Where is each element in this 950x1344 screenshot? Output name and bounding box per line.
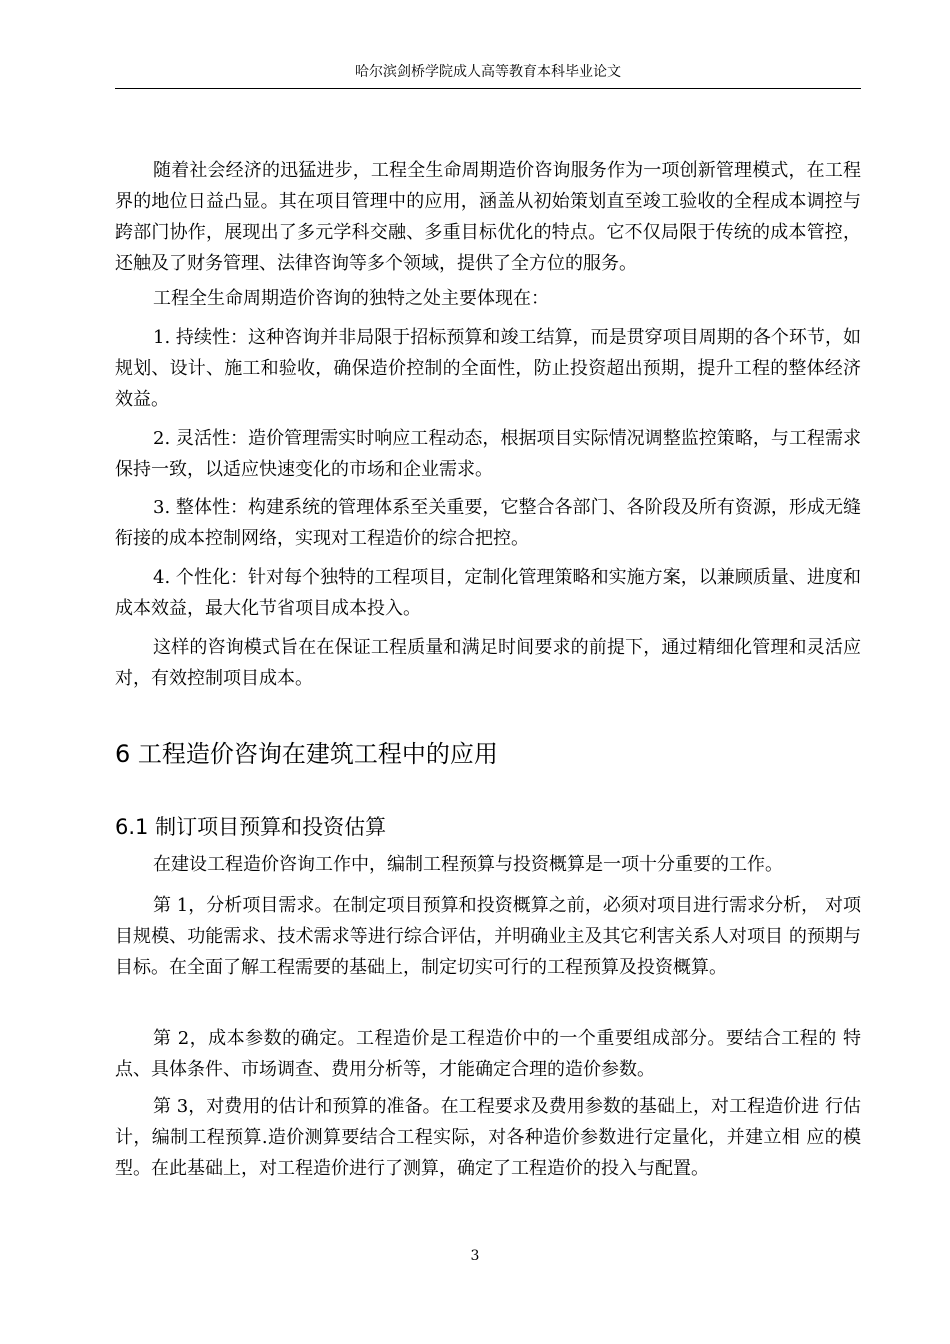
- subsection-heading: 6.1 制订项目预算和投资估算: [115, 815, 387, 839]
- feature-personalization-paragraph: 4. 个性化：针对每个独特的工程项目，定制化管理策略和实施方案，以兼顾质量、进度和成本效益，最大化节省项目成本投入。: [115, 567, 861, 619]
- step-1-paragraph: 第 1，分析项目需求。在制定项目预算和投资概算之前，必须对项目进行需求分析， 对项目规模、功能需求、技术需求等进行综合评估，并明确业主及其它利害关系人对项目 的预期与目标。在全面了解工程需要的基础上，制定切实可行的工程预算及投资概算。: [115, 895, 861, 978]
- intro-paragraph: 随着社会经济的迅猛进步，工程全生命周期造价咨询服务作为一项创新管理模式，在工程界的地位日益凸显。其在项目管理中的应用，涵盖从初始策划直至竣工验收的全程成本调控与跨部门协作，展现出了多元学科交融、多重目标优化的特点。它不仅局限于传统的成本管控，还触及了财务管理、法律咨询等多个领域，提供了全方位的服务。: [115, 160, 861, 274]
- feature-integrity-paragraph: 3. 整体性：构建系统的管理体系至关重要，它整合各部门、各阶段及所有资源，形成无缝衔接的成本控制网络，实现对工程造价的综合把控。: [115, 497, 861, 549]
- step-3-paragraph: 第 3，对费用的估计和预算的准备。在工程要求及费用参数的基础上，对工程造价进 行估计，编制工程预算.造价测算要结合工程实际，对各种造价参数进行定量化，并建立相 应的模型。在此基础上，对工程造价进行了测算，确定了工程造价的投入与配置。: [115, 1096, 861, 1179]
- step-2-paragraph: 第 2，成本参数的确定。工程造价是工程造价中的一个重要组成部分。要结合工程的 特点、具体条件、市场调查、费用分析等，才能确定合理的造价参数。: [115, 1028, 861, 1080]
- section-heading: 6 工程造价咨询在建筑工程中的应用: [115, 740, 498, 768]
- page-number: 3: [470, 1248, 480, 1264]
- feature-flexibility-paragraph: 2. 灵活性：造价管理需实时响应工程动态，根据项目实际情况调整监控策略，与工程需求保持一致，以适应快速变化的市场和企业需求。: [115, 428, 861, 480]
- features-intro-paragraph: 工程全生命周期造价咨询的独特之处主要体现在：: [153, 288, 549, 309]
- subsection-intro-paragraph: 在建设工程造价咨询工作中，编制工程预算与投资概算是一项十分重要的工作。: [153, 854, 783, 875]
- summary-paragraph: 这样的咨询模式旨在在保证工程质量和满足时间要求的前提下，通过精细化管理和灵活应对，有效控制项目成本。: [115, 637, 861, 689]
- page-header: 哈尔滨剑桥学院成人高等教育本科毕业论文: [115, 62, 861, 89]
- feature-continuity-paragraph: 1. 持续性：这种咨询并非局限于招标预算和竣工结算，而是贯穿项目周期的各个环节，如规划、设计、施工和验收，确保造价控制的全面性，防止投资超出预期，提升工程的整体经济效益。: [115, 327, 861, 410]
